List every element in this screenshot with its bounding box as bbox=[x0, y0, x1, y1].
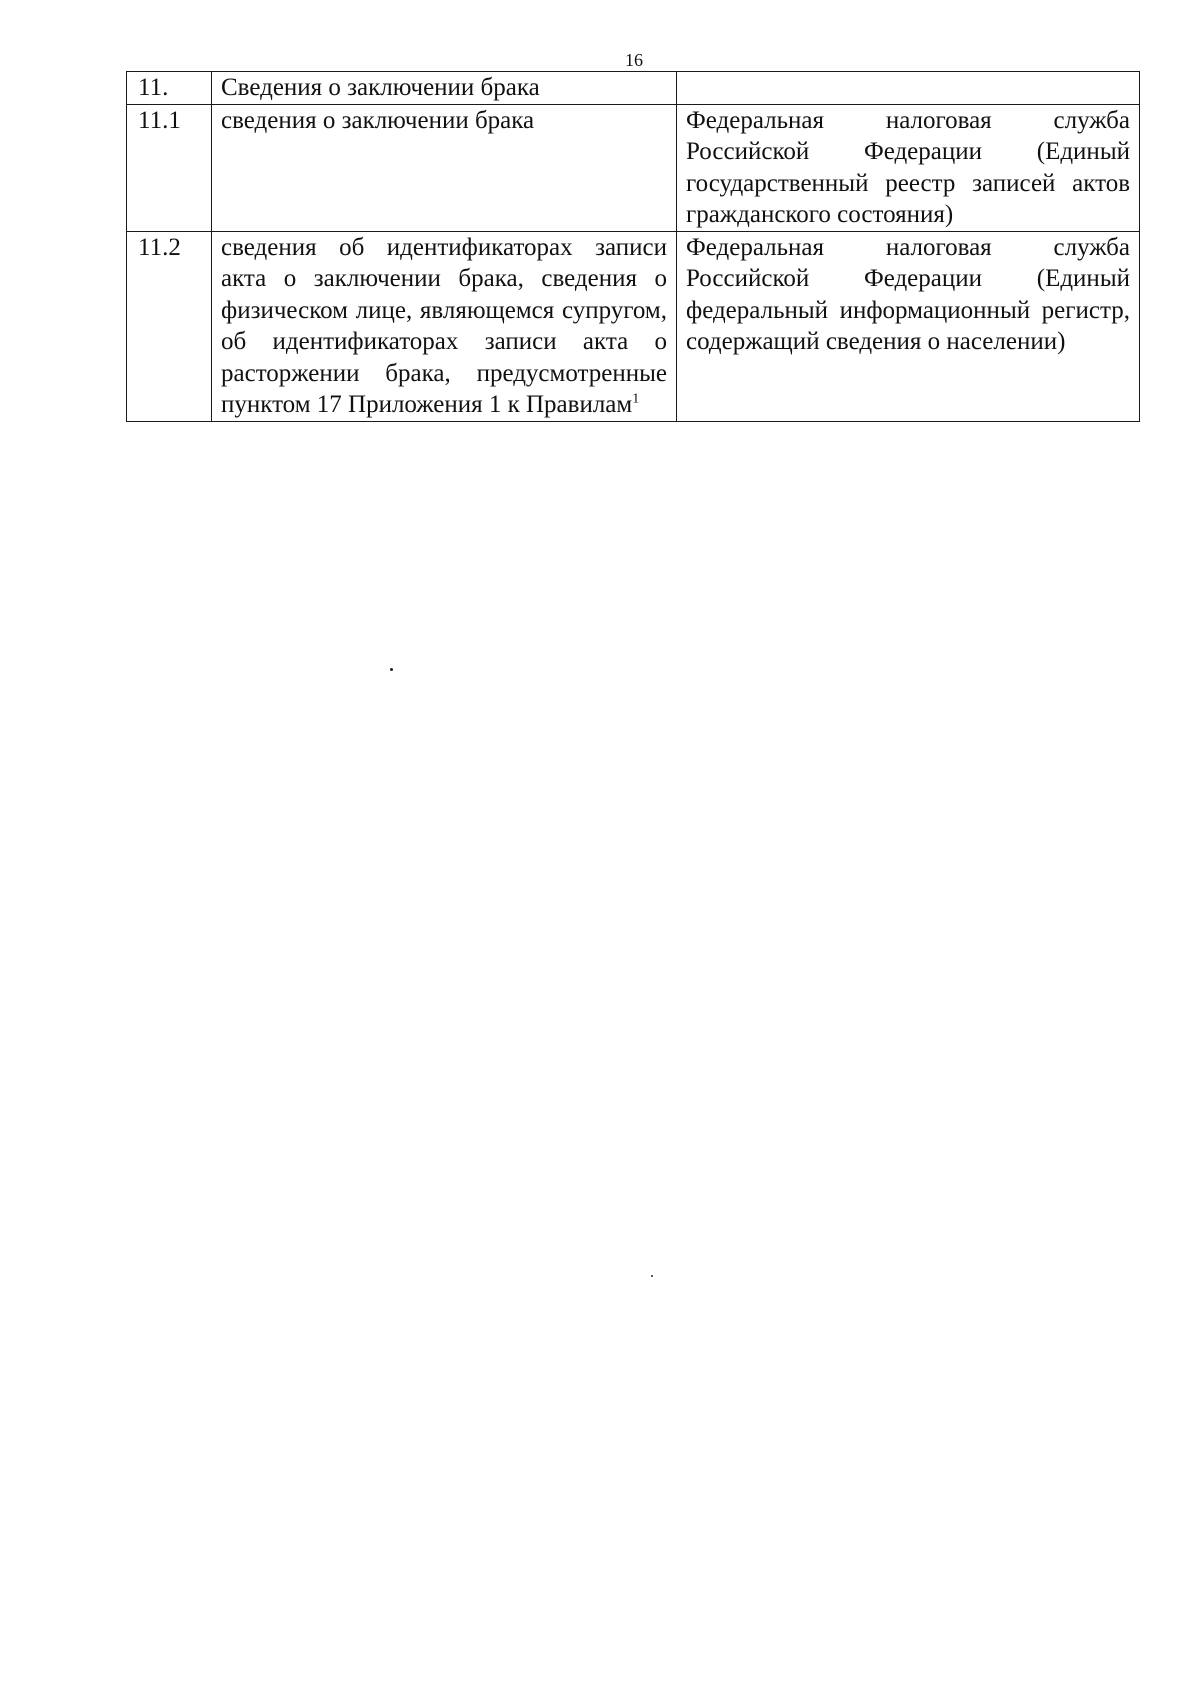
scan-speck bbox=[651, 1275, 653, 1277]
footnote-marker: 1 bbox=[632, 391, 640, 407]
table-row bbox=[127, 72, 1140, 105]
source-cell: Федеральная налоговая служба Российской Федерации (Единый федеральный информационный регистр, содержащий сведения о населении) bbox=[677, 231, 1140, 421]
row-number: 11. bbox=[127, 72, 212, 105]
table-row bbox=[127, 231, 1140, 421]
data-table bbox=[126, 71, 1140, 422]
table-row bbox=[127, 104, 1140, 231]
section-title: Сведения о заключении брака bbox=[212, 72, 677, 105]
page-number: 16 bbox=[625, 50, 643, 70]
description-text: сведения об идентификаторах записи акта о заключении брака, сведения о физическом лице, являющемся супругом, об идентификаторах записи акта о расторжении брака, предусмотренные пунктом 17 Приложения 1 к Правилам bbox=[221, 233, 667, 418]
scan-speck bbox=[390, 668, 393, 671]
description-cell bbox=[212, 231, 677, 421]
row-number: 11.1 bbox=[127, 104, 212, 231]
row-number: 11.2 bbox=[127, 231, 212, 421]
source-cell bbox=[677, 72, 1140, 105]
description-cell: сведения о заключении брака bbox=[212, 104, 677, 231]
source-cell: Федеральная налоговая служба Российской Федерации (Единый государственный реестр записей актов гражданского состояния) bbox=[677, 104, 1140, 231]
